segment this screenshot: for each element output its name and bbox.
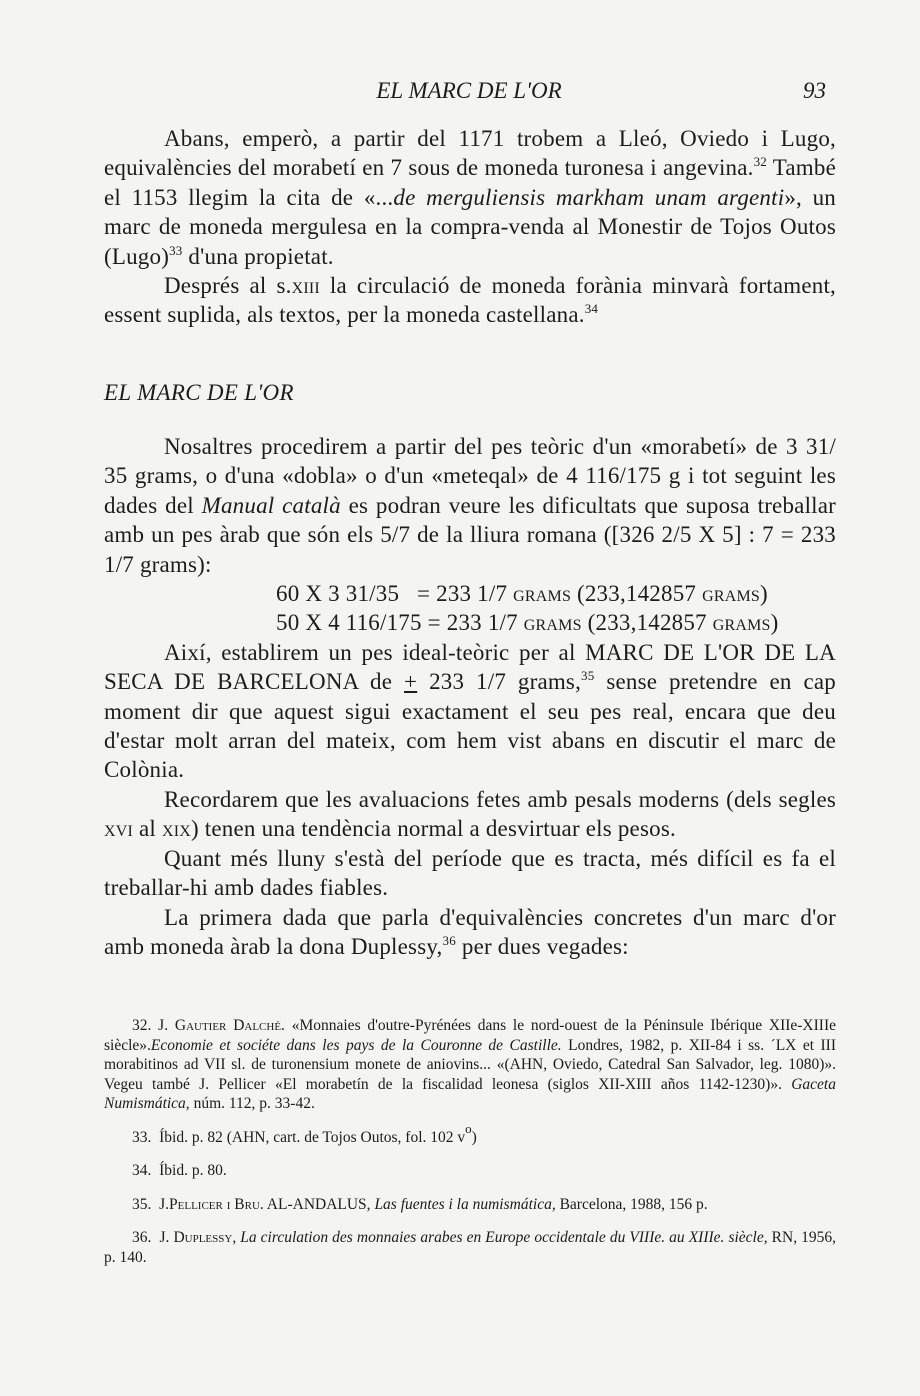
- page-number: 93: [803, 78, 826, 103]
- plus-minus-sign: +: [404, 669, 418, 695]
- section-text: [104, 432, 836, 961]
- footnote-ref-34: 34: [584, 301, 599, 317]
- section-paragraph-5: La primera dada que parla d'equivalències concretes d'un marc d'or amb moneda àrab la dona Duplessy,$^{36}$ per dues vegades:: [104, 904, 836, 959]
- section-paragraph-2: Així, establirem un pes ideal-teòric per al MARC DE L'OR DE LA SECA DE BARCELONA de + 233 1/7 grams,$^{35}$ sense pretendre en cap moment dir que aquest sigui exactament el seu pes real, encara que deu d'estar molt arran del mateix, com hem vist abans en discutir el marc de Colònia.: [104, 639, 836, 783]
- footnotes: [104, 1016, 836, 1267]
- footnote-33: 33. Íbid. p. 82 (AHN, cart. de Tojos Outos, fol. 102 $v^o$): [132, 1120, 477, 1146]
- footnote-ref-32: 32: [753, 154, 768, 170]
- formula-line-2: 50 X 4 116/175 = 233 1/7 grams (233,142857 grams): [276, 610, 779, 636]
- section-heading: EL MARC DE L'OR: [104, 380, 294, 405]
- footnote-ref-33: 33: [169, 242, 183, 258]
- page-header: [104, 78, 834, 110]
- section-paragraph-1: Nosaltres procedirem a partir del pes teòric d'un «morabetí» de 3 31/ 35 grams, o d'una «dobla» o d'un «meteqal» de 4 116/175 g i tot seguint les dades del Manual català es podran veure les dificultats que suposa treballar amb un pes àrab que són els 5/7 de la lliura romana ([326 2/5 X 5] : 7 = 233 1/7 grams):: [104, 434, 837, 577]
- footnote-34: 34. Íbid. p. 80.: [132, 1162, 227, 1179]
- section-paragraph-4: Quant més lluny s'està del període que es tracta, més difícil es fa el treballar-hi amb dades fiables.: [104, 845, 836, 901]
- intro-paragraph-1: Abans, emperò, a partir del 1171 trobem a Lleó, Oviedo i Lugo, equivalències del morabetí en 7 sous de moneda turonesa i angevina.$^{32}$ També el 1153 llegim la cita de «...de merguliensis markham unam argenti», un marc de moneda mergulesa en la compra-venda al Monestir de Tojos Outos (Lugo)$^{33}$ d'una propietat.: [104, 126, 836, 269]
- running-title: EL MARC DE L'OR: [376, 78, 562, 103]
- footnote-ref-35: 35: [581, 668, 595, 684]
- manual-title: Manual català: [201, 492, 341, 518]
- formula-line-1: 60 X 3 31/35 = 233 1/7 grams (233,142857 grams): [276, 581, 768, 607]
- footnote-32: 32. J. Gautier Dalché. «Monnaies d'outre-Pyrénées dans le nord-ouest de la Péninsule Ibérique XIIe-XIIIe siècle».Economie et sociéte dans les pays de la Couronne de Castille. Londres, 1982, p. XII-84 i ss. ´LX et III morabitinos ad VII sl. de turonensium monete de aniovins... «(AHN, Oviedo, Catedral San Salvador, leg. 1080)». Vegeu també J. Pellicer «El morabetín de la fiscalidad leonesa (siglos XII-XIII años 1142-1230)». Gaceta Numismática, núm. 112, p. 33-42.: [104, 1017, 836, 1112]
- footnote-35: 35. J.Pellicer i Bru. AL-ANDALUS, Las fuentes i la numismática, Barcelona, 1988, 156 p.: [132, 1195, 708, 1213]
- latin-quote: de merguliensis markham unam argenti: [393, 184, 785, 210]
- footnote-ref-36: 36: [442, 932, 456, 948]
- intro-paragraph-2: Després al s.xiii la circulació de moneda forània minvarà fortament, essent suplida, als textos, per la moneda castellana.$^{34}$: [104, 273, 836, 328]
- section-paragraph-3: Recordarem que les avaluacions fetes amb pesals moderns (dels segles xvi al xix) tenen una tendència normal a desvirtuar els pesos.: [104, 786, 836, 842]
- footnote-36: 36. J. Duplessy, La circulation des monnaies arabes en Europe occidentale du VIIIe. au XIIIe. siècle, RN, 1956, p. 140.: [104, 1229, 837, 1266]
- intro-text: [104, 124, 836, 330]
